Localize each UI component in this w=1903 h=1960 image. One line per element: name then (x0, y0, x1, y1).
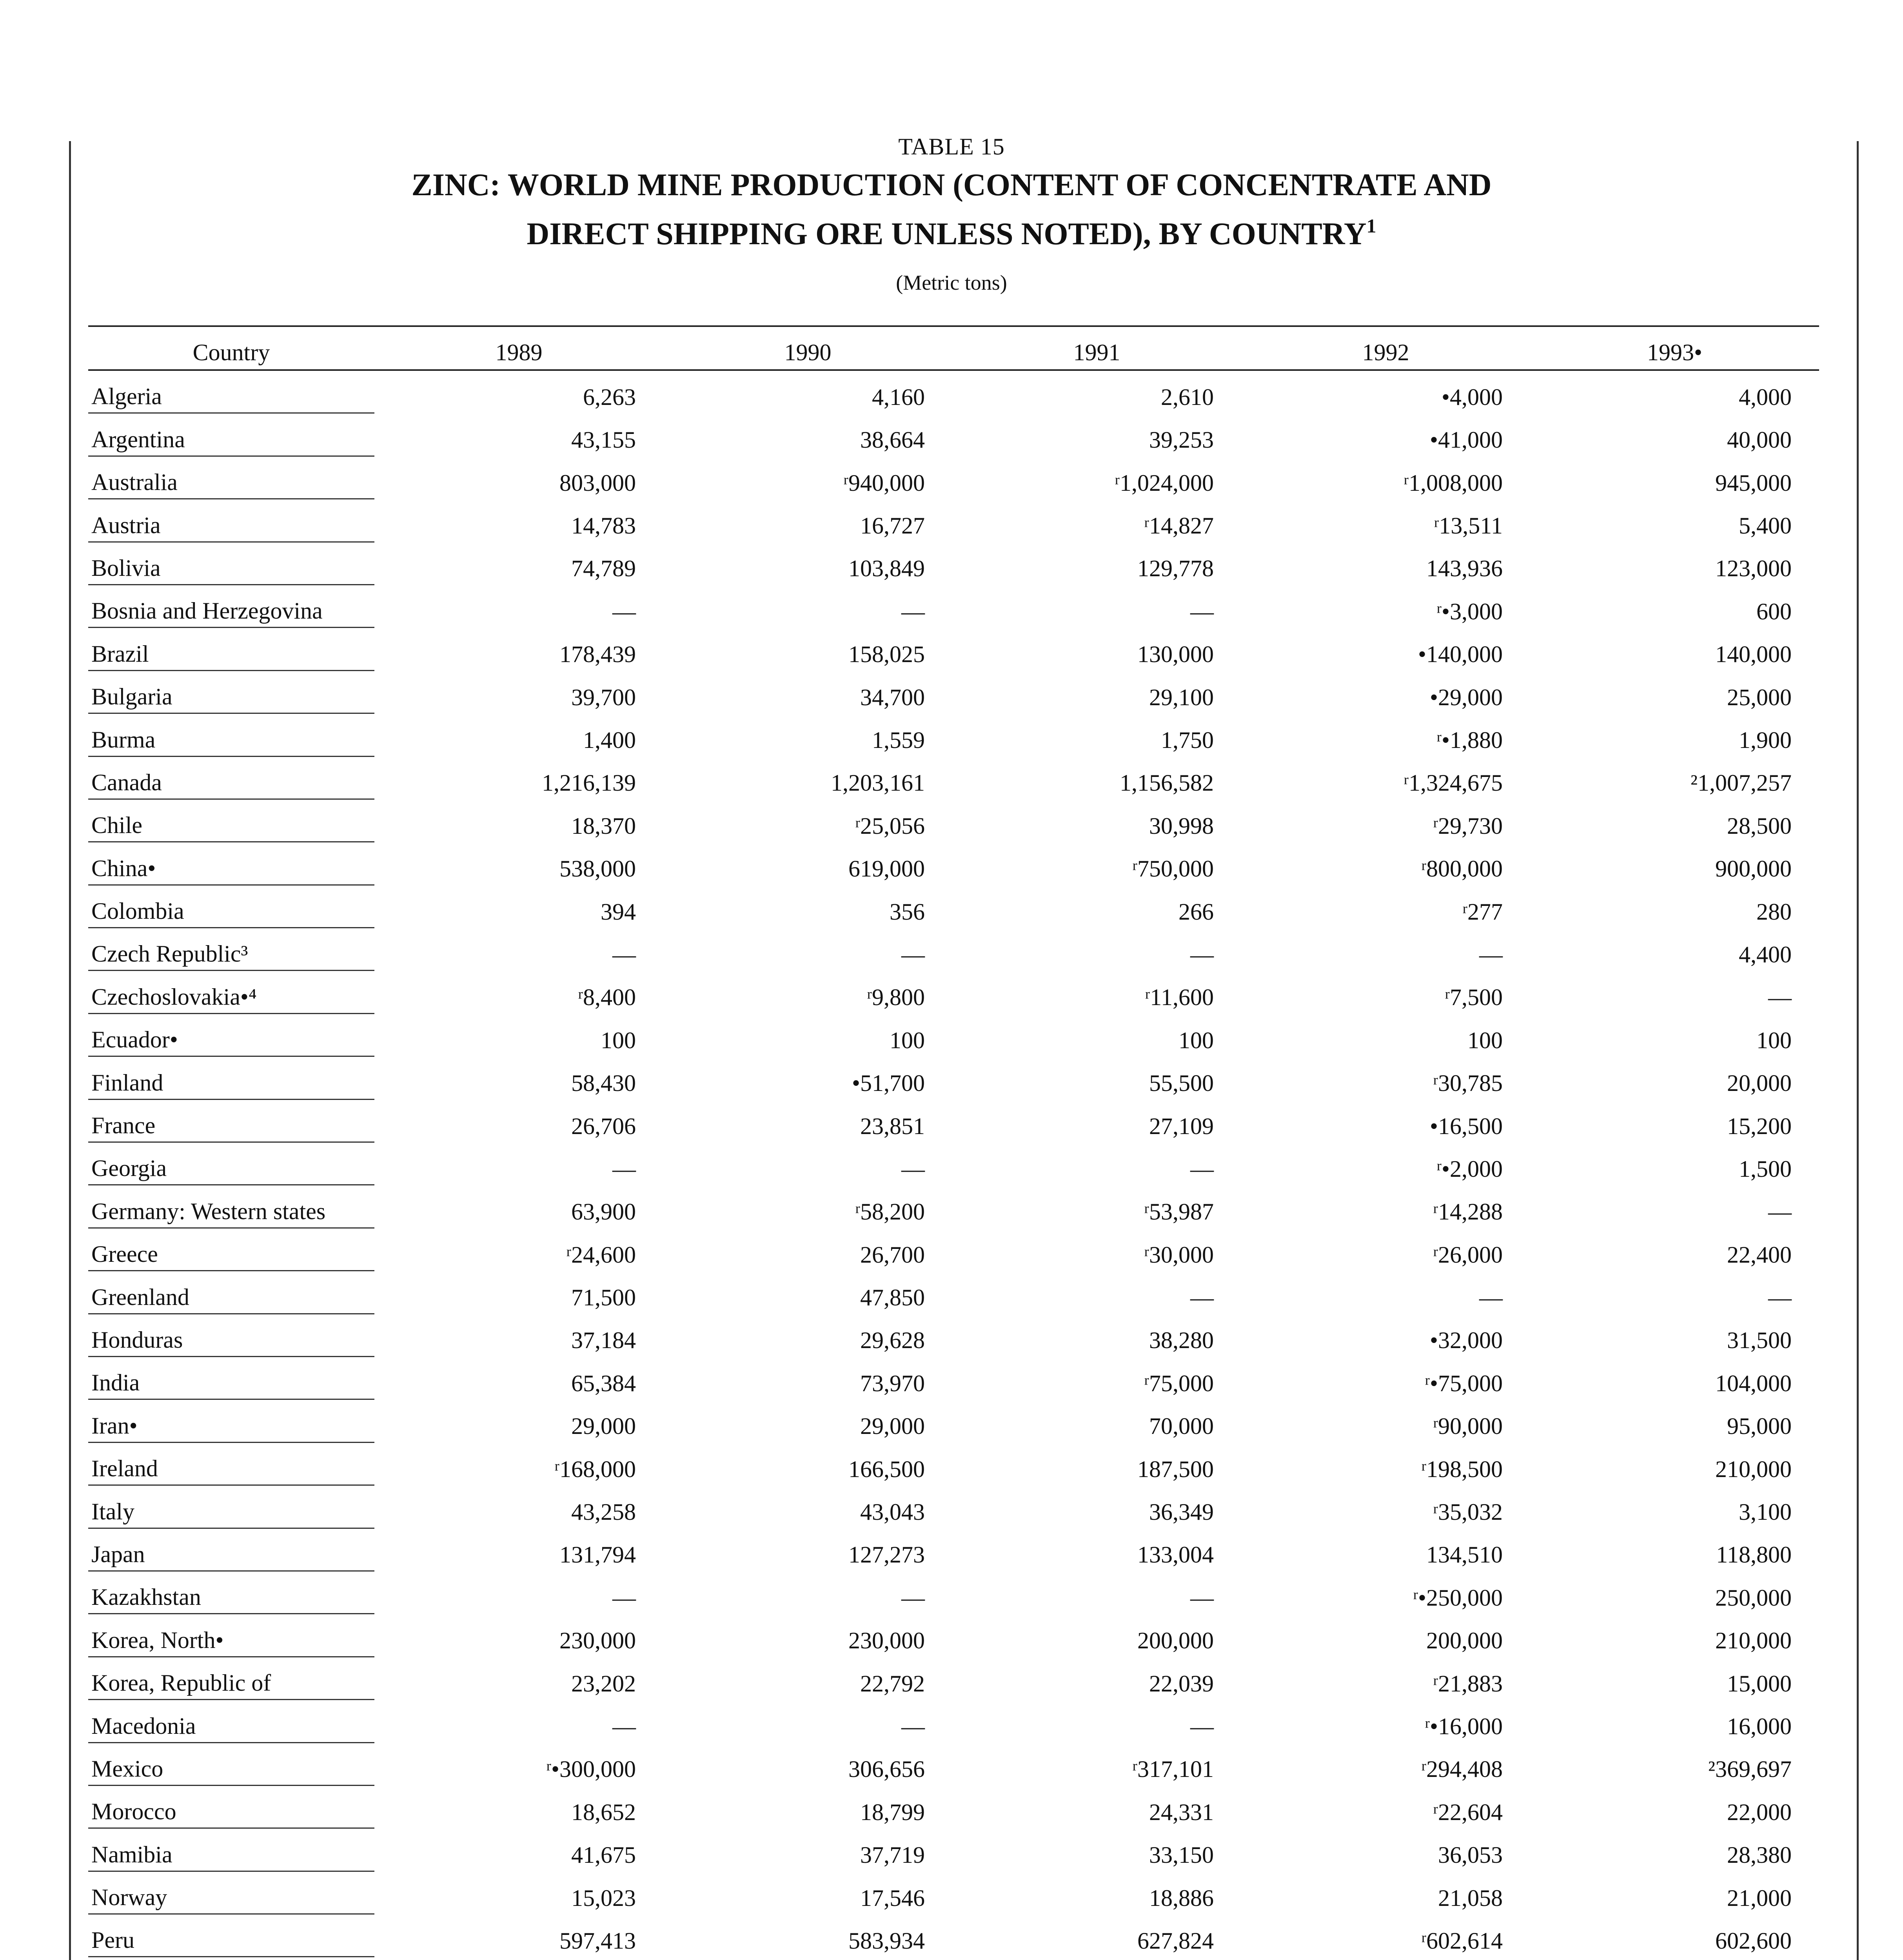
country-cell: Argentina (88, 413, 374, 456)
value-cell: — (1190, 1156, 1214, 1182)
value-cell: 36,349 (1149, 1499, 1214, 1525)
table-row (88, 1485, 1819, 1528)
table-body (88, 370, 1819, 1960)
value-cell: 43,043 (860, 1499, 925, 1525)
value-cell (374, 1957, 663, 1960)
country-cell: Bulgaria (88, 670, 374, 713)
value-cell: 166,500 (848, 1456, 925, 1482)
value-cell: 39,700 (571, 684, 636, 710)
value-cell: 29,628 (860, 1327, 925, 1354)
value-cell: 18,370 (571, 813, 636, 839)
right-margin-rule (1857, 141, 1859, 1960)
value-cell: 103,849 (848, 555, 925, 582)
value-cell (1241, 1957, 1530, 1960)
value-cell: — (1479, 941, 1503, 967)
value-cell: — (901, 598, 925, 624)
value-cell: ʳ168,000 (554, 1456, 636, 1482)
table-row (88, 885, 1819, 927)
value-cell: 29,000 (571, 1413, 636, 1439)
country-cell: Italy (88, 1485, 374, 1528)
value-cell (1530, 1957, 1819, 1960)
value-cell: 21,058 (1438, 1885, 1503, 1911)
value-cell: ʳ53,987 (1144, 1199, 1214, 1225)
country-cell: Germany: Western states (88, 1185, 374, 1228)
value-cell: ʳ58,200 (855, 1199, 925, 1225)
value-cell: 210,000 (1715, 1628, 1792, 1654)
value-cell (952, 1957, 1241, 1960)
value-cell: •51,700 (852, 1070, 925, 1096)
value-cell: 26,700 (860, 1241, 925, 1268)
country-cell: Colombia (88, 885, 374, 927)
value-cell: — (1768, 1199, 1792, 1225)
table-row (88, 1785, 1819, 1828)
value-cell: 210,000 (1715, 1456, 1792, 1482)
value-cell: — (901, 1156, 925, 1182)
value-cell: 4,000 (1739, 384, 1792, 410)
value-cell: 63,900 (571, 1199, 636, 1225)
country-cell: Brazil (88, 628, 374, 670)
value-cell: 23,202 (571, 1670, 636, 1697)
value-cell: 38,280 (1149, 1327, 1214, 1354)
table-title (0, 165, 1903, 254)
value-cell: 27,109 (1149, 1113, 1214, 1139)
table-row (88, 370, 1819, 413)
value-cell: 6,263 (583, 384, 636, 410)
table-row (88, 628, 1819, 670)
table-row (88, 756, 1819, 799)
value-cell: 41,675 (571, 1842, 636, 1868)
value-cell: 31,500 (1727, 1327, 1792, 1354)
title-line-2: DIRECT SHIPPING ORE UNLESS NOTED), BY COUNTRY$^1$ (527, 215, 1376, 251)
value-cell: 58,430 (571, 1070, 636, 1096)
value-cell: 100 (601, 1027, 636, 1053)
country-cell: Finland (88, 1056, 374, 1099)
country-cell: Norway (88, 1871, 374, 1914)
country-cell: Greece (88, 1228, 374, 1270)
value-cell: •32,000 (1429, 1327, 1503, 1354)
table-row (88, 1828, 1819, 1871)
value-cell: •41,000 (1429, 427, 1503, 453)
value-cell: 178,439 (559, 641, 636, 668)
value-cell: 23,851 (860, 1113, 925, 1139)
country-cell: Korea, North• (88, 1614, 374, 1657)
table-row (88, 1142, 1819, 1185)
value-cell: 15,200 (1727, 1113, 1792, 1139)
country-cell: Burma (88, 713, 374, 756)
value-cell: ʳ90,000 (1433, 1413, 1503, 1439)
value-cell: 127,273 (848, 1542, 925, 1568)
value-cell: 100 (1467, 1027, 1503, 1053)
value-cell: 55,500 (1149, 1070, 1214, 1096)
table-row (88, 1314, 1819, 1356)
country-cell: Czechoslovakia•⁴ (88, 971, 374, 1013)
table-row (88, 542, 1819, 584)
value-cell: 74,789 (571, 555, 636, 582)
value-cell: 100 (1756, 1027, 1792, 1053)
country-cell: Chile (88, 799, 374, 842)
value-cell: ²1,007,257 (1691, 770, 1792, 796)
value-cell: 26,706 (571, 1113, 636, 1139)
value-cell: — (612, 1584, 636, 1611)
value-cell: 1,900 (1739, 727, 1792, 753)
value-cell: •4,000 (1441, 384, 1503, 410)
country-cell: Ireland (88, 1442, 374, 1485)
table-row (88, 1657, 1819, 1699)
value-cell: 583,934 (848, 1927, 925, 1954)
value-cell: 1,400 (583, 727, 636, 753)
production-table-container (88, 325, 1819, 1960)
value-cell: 200,000 (1426, 1628, 1503, 1654)
table-row (88, 1614, 1819, 1657)
header-row (88, 326, 1819, 370)
value-cell: — (1190, 1285, 1214, 1311)
value-cell: 30,998 (1149, 813, 1214, 839)
country-cell: Namibia (88, 1828, 374, 1871)
title-footnote-mark: 1 (1366, 215, 1376, 237)
value-cell: 602,600 (1715, 1927, 1792, 1954)
value-cell: 29,000 (860, 1413, 925, 1439)
value-cell: 1,500 (1739, 1156, 1792, 1182)
value-cell: ʳ35,032 (1433, 1499, 1503, 1525)
value-cell: ʳ1,324,675 (1403, 770, 1503, 796)
value-cell: 131,794 (559, 1542, 636, 1568)
table-row (88, 1528, 1819, 1571)
value-cell: 803,000 (559, 470, 636, 496)
value-cell: 28,500 (1727, 813, 1792, 839)
country-cell: Japan (88, 1528, 374, 1571)
column-header: 1989 (374, 326, 663, 370)
country-cell: Czech Republic³ (88, 928, 374, 971)
country-cell: Australia (88, 456, 374, 499)
value-cell: 1,203,161 (831, 770, 925, 796)
value-cell: ʳ277 (1462, 898, 1503, 925)
value-cell: •16,500 (1429, 1113, 1503, 1139)
value-cell: ʳ14,827 (1144, 513, 1214, 539)
value-cell: ʳ26,000 (1433, 1241, 1503, 1268)
value-cell: 2,610 (1161, 384, 1214, 410)
table-row (88, 842, 1819, 885)
value-cell: 130,000 (1137, 641, 1214, 668)
country-cell: Canada (88, 756, 374, 799)
column-header: 1992 (1241, 326, 1530, 370)
value-cell: ʳ•75,000 (1424, 1370, 1503, 1396)
value-cell: 37,184 (571, 1327, 636, 1354)
country-cell: Iran• (88, 1399, 374, 1442)
value-cell: 4,160 (872, 384, 925, 410)
value-cell: ʳ198,500 (1421, 1456, 1503, 1482)
value-cell: ʳ800,000 (1421, 856, 1503, 882)
value-cell: ʳ30,000 (1144, 1241, 1214, 1268)
table-row (88, 1228, 1819, 1270)
value-cell: 187,500 (1137, 1456, 1214, 1482)
value-cell: 100 (1178, 1027, 1214, 1053)
value-cell: 356 (890, 898, 925, 925)
value-cell: 70,000 (1149, 1413, 1214, 1439)
value-cell: 306,656 (848, 1756, 925, 1782)
table-row (88, 1271, 1819, 1314)
value-cell: 43,155 (571, 427, 636, 453)
country-cell: Peru (88, 1914, 374, 1957)
column-header: 1990 (663, 326, 952, 370)
value-cell: 280 (1756, 898, 1792, 925)
value-cell: — (901, 941, 925, 967)
column-header: 1991 (952, 326, 1241, 370)
table-label: TABLE 15 (898, 134, 1005, 160)
value-cell: 143,936 (1426, 555, 1503, 582)
table-row (88, 1442, 1819, 1485)
table-row (88, 413, 1819, 456)
left-margin-rule (69, 141, 71, 1960)
table-row (88, 1056, 1819, 1099)
value-cell: ʳ1,024,000 (1114, 470, 1214, 496)
value-cell: 71,500 (571, 1285, 636, 1311)
value-cell: 1,216,139 (542, 770, 636, 796)
value-cell: 1,559 (872, 727, 925, 753)
value-cell: 200,000 (1137, 1628, 1214, 1654)
value-cell: 22,792 (860, 1670, 925, 1697)
value-cell: 21,000 (1727, 1885, 1792, 1911)
title-line-1: ZINC: WORLD MINE PRODUCTION (CONTENT OF CONCENTRATE AND (411, 168, 1492, 202)
value-cell: 15,023 (571, 1885, 636, 1911)
value-cell: 1,750 (1161, 727, 1214, 753)
value-cell: 29,100 (1149, 684, 1214, 710)
value-cell: ʳ21,883 (1433, 1670, 1503, 1697)
value-cell: 73,970 (860, 1370, 925, 1396)
value-cell: •29,000 (1429, 684, 1503, 710)
table-row (88, 1099, 1819, 1142)
table-row (88, 1700, 1819, 1742)
value-cell: ʳ14,288 (1433, 1199, 1503, 1225)
value-cell: ʳ8,400 (577, 984, 636, 1011)
value-cell: 22,039 (1149, 1670, 1214, 1697)
table-row (88, 1914, 1819, 1957)
value-cell: 39,253 (1149, 427, 1214, 453)
value-cell: 129,778 (1137, 555, 1214, 582)
value-cell: ʳ11,600 (1145, 984, 1214, 1011)
column-header: Country (88, 326, 374, 370)
value-cell: 250,000 (1715, 1584, 1792, 1611)
value-cell: ʳ22,604 (1433, 1799, 1503, 1825)
country-cell: Bolivia (88, 542, 374, 584)
value-cell: — (612, 941, 636, 967)
production-table (88, 325, 1819, 1960)
value-cell: 33,150 (1149, 1842, 1214, 1868)
table-row (88, 1957, 1819, 1960)
country-cell: Kazakhstan (88, 1571, 374, 1613)
value-cell: ʳ•250,000 (1413, 1584, 1503, 1611)
units-label: (Metric tons) (896, 271, 1007, 294)
value-cell: — (901, 1713, 925, 1739)
value-cell: 16,000 (1727, 1713, 1792, 1739)
country-cell (88, 1957, 374, 1960)
value-cell: ʳ•1,880 (1436, 727, 1503, 753)
value-cell: 65,384 (571, 1370, 636, 1396)
value-cell: 230,000 (559, 1628, 636, 1654)
value-cell: 25,000 (1727, 684, 1792, 710)
value-cell: ʳ30,785 (1433, 1070, 1503, 1096)
value-cell: 600 (1756, 598, 1792, 624)
value-cell: ʳ7,500 (1444, 984, 1503, 1011)
table-row (88, 1356, 1819, 1399)
table-row (88, 713, 1819, 756)
value-cell: 134,510 (1426, 1542, 1503, 1568)
value-cell: — (1479, 1285, 1503, 1311)
value-cell: ʳ75,000 (1144, 1370, 1214, 1396)
value-cell: — (612, 1713, 636, 1739)
value-cell: ʳ29,730 (1433, 813, 1503, 839)
country-cell: Macedonia (88, 1700, 374, 1742)
value-cell: 16,727 (860, 513, 925, 539)
country-cell: Greenland (88, 1271, 374, 1314)
value-cell: — (612, 1156, 636, 1182)
value-cell: ʳ25,056 (855, 813, 925, 839)
value-cell: 945,000 (1715, 470, 1792, 496)
value-cell (663, 1957, 952, 1960)
value-cell: ʳ317,101 (1132, 1756, 1214, 1782)
table-row (88, 1013, 1819, 1056)
value-cell: 3,100 (1739, 1499, 1792, 1525)
value-cell: 900,000 (1715, 856, 1792, 882)
value-cell: 118,800 (1716, 1542, 1792, 1568)
value-cell: 40,000 (1727, 427, 1792, 453)
value-cell: 140,000 (1715, 641, 1792, 668)
value-cell: •140,000 (1418, 641, 1503, 668)
value-cell: 22,000 (1727, 1799, 1792, 1825)
value-cell: — (1768, 984, 1792, 1011)
value-cell: 14,783 (571, 513, 636, 539)
value-cell: 4,400 (1739, 941, 1792, 967)
table-row (88, 584, 1819, 627)
country-cell: France (88, 1099, 374, 1142)
country-cell: Algeria (88, 370, 374, 413)
value-cell: 104,000 (1715, 1370, 1792, 1396)
value-cell: 394 (601, 898, 636, 925)
value-cell: ʳ9,800 (866, 984, 925, 1011)
value-cell: 100 (890, 1027, 925, 1053)
table-row (88, 456, 1819, 499)
table-row (88, 1399, 1819, 1442)
value-cell: — (1190, 1584, 1214, 1611)
value-cell: 627,824 (1137, 1927, 1214, 1954)
value-cell: 38,664 (860, 427, 925, 453)
value-cell: 619,000 (848, 856, 925, 882)
country-cell: Honduras (88, 1314, 374, 1356)
value-cell: 5,400 (1739, 513, 1792, 539)
value-cell: 158,025 (848, 641, 925, 668)
table-row (88, 670, 1819, 713)
country-cell: Morocco (88, 1785, 374, 1828)
table-row (88, 799, 1819, 842)
value-cell: 230,000 (848, 1628, 925, 1654)
value-cell: ʳ•300,000 (546, 1756, 636, 1782)
country-cell: India (88, 1356, 374, 1399)
value-cell: — (612, 598, 636, 624)
value-cell: ʳ13,511 (1434, 513, 1503, 539)
table-row (88, 928, 1819, 971)
value-cell: 17,546 (860, 1885, 925, 1911)
country-cell: Georgia (88, 1142, 374, 1185)
country-cell: Mexico (88, 1742, 374, 1785)
value-cell: — (1190, 598, 1214, 624)
value-cell: 15,000 (1727, 1670, 1792, 1697)
table-row (88, 1871, 1819, 1914)
value-cell: 34,700 (860, 684, 925, 710)
value-cell: 133,004 (1137, 1542, 1214, 1568)
value-cell: 20,000 (1727, 1070, 1792, 1096)
value-cell: 22,400 (1727, 1241, 1792, 1268)
value-cell: ʳ•16,000 (1424, 1713, 1503, 1739)
country-cell: Ecuador• (88, 1013, 374, 1056)
value-cell: ʳ24,600 (566, 1241, 636, 1268)
value-cell: 18,652 (571, 1799, 636, 1825)
value-cell: ʳ•3,000 (1436, 598, 1503, 624)
value-cell: 123,000 (1715, 555, 1792, 582)
table-row (88, 1571, 1819, 1613)
value-cell: 43,258 (571, 1499, 636, 1525)
country-cell: Bosnia and Herzegovina (88, 584, 374, 627)
value-cell: — (1190, 941, 1214, 967)
value-cell: ²369,697 (1708, 1756, 1792, 1782)
country-cell: China• (88, 842, 374, 885)
column-header: 1993• (1530, 326, 1819, 370)
value-cell: 37,719 (860, 1842, 925, 1868)
value-cell: — (901, 1584, 925, 1611)
value-cell: ʳ602,614 (1421, 1927, 1503, 1954)
value-cell: 24,331 (1149, 1799, 1214, 1825)
value-cell: ʳ•2,000 (1436, 1156, 1503, 1182)
country-cell: Austria (88, 499, 374, 542)
value-cell: — (1190, 1713, 1214, 1739)
value-cell: 266 (1178, 898, 1214, 925)
value-cell: 36,053 (1438, 1842, 1503, 1868)
value-cell: 18,886 (1149, 1885, 1214, 1911)
value-cell: 18,799 (860, 1799, 925, 1825)
table-row (88, 1185, 1819, 1228)
value-cell: — (1768, 1285, 1792, 1311)
table-row (88, 971, 1819, 1013)
value-cell: ʳ940,000 (843, 470, 925, 496)
value-cell: 95,000 (1727, 1413, 1792, 1439)
value-cell: ʳ294,408 (1421, 1756, 1503, 1782)
value-cell: 538,000 (559, 856, 636, 882)
table-row (88, 1742, 1819, 1785)
value-cell: ʳ1,008,000 (1403, 470, 1503, 496)
value-cell: 47,850 (860, 1285, 925, 1311)
value-cell: 597,413 (559, 1927, 636, 1954)
value-cell: ʳ750,000 (1132, 856, 1214, 882)
table-row (88, 499, 1819, 542)
country-cell: Korea, Republic of (88, 1657, 374, 1699)
value-cell: 28,380 (1727, 1842, 1792, 1868)
value-cell: 1,156,582 (1120, 770, 1214, 796)
